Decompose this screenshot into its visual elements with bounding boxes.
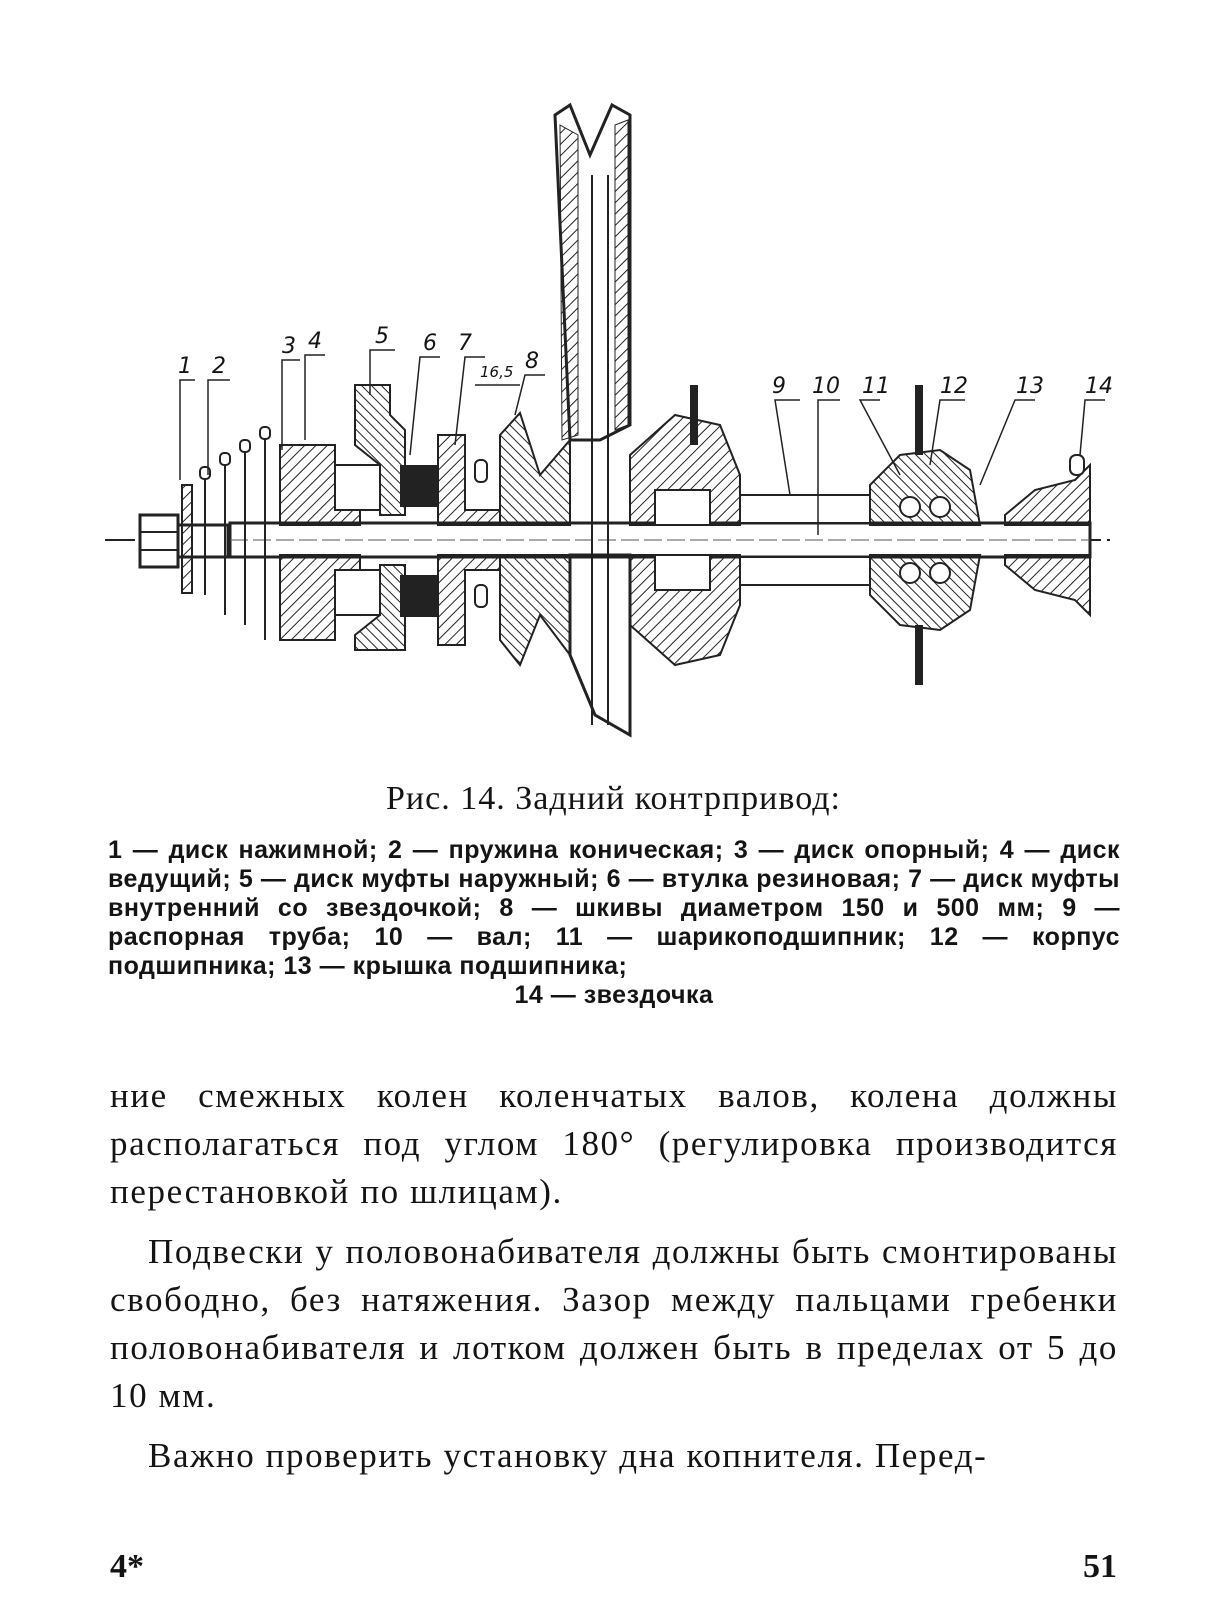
counter-drive-figure [100,95,1130,755]
callout-6: 6 [423,331,437,356]
body-text [110,1072,1118,1480]
callout-3: 3 [282,334,296,359]
paragraph-2: Подвески у половонабивателя должны быть смонтированы свободно, без натяжения. Зазор между пальцами гребенки половонабивателя и лотком должен быть в пределах от 5 до 10 мм. [110,1232,1118,1415]
callout-10: 10 [812,374,840,399]
paragraph-3: Важно проверить установку дна копнителя. Перед- [148,1436,988,1475]
paragraph-1: ние смежных колен коленчатых валов, колена должны располагаться под углом 180° (регулировка производится перестановкой по шлицам). [110,1076,1118,1211]
callout-2: 2 [212,354,226,379]
figure-caption-title: Рис. 14. Задний контрпривод: [386,780,841,817]
figure-legend [108,836,1120,1010]
callout-13: 13 [1016,374,1044,399]
callout-7: 7 [458,331,472,356]
callout-12: 12 [940,374,968,399]
callout-11: 11 [862,374,890,399]
callout-1: 1 [178,354,192,379]
signature-mark: 4* [110,1548,144,1585]
legend-text: 1 — диск нажимной; 2 — пружина коническая; 3 — диск опорный; 4 — диск ведущий; 5 — диск муфты наружный; 6 — втулка резиновая; 7 — диск муфты внутренний со звездочкой; 8 — шкивы диаметром 150 и 500 мм; 9 — распорная труба; 10 — вал; 11 — шарикоподшипник; 12 — корпус подшипника; 13 — крышка подшипника; [108,836,1120,980]
callout-8: 8 [525,349,539,374]
callout-14: 14 [1085,374,1113,399]
callout-dimension: 16,5 [480,363,514,381]
legend-last-line: 14 — звездочка [514,981,714,1009]
callout-5: 5 [375,324,389,349]
callout-9: 9 [772,374,786,399]
callout-4: 4 [308,329,322,354]
page-number: 51 [1083,1548,1117,1585]
